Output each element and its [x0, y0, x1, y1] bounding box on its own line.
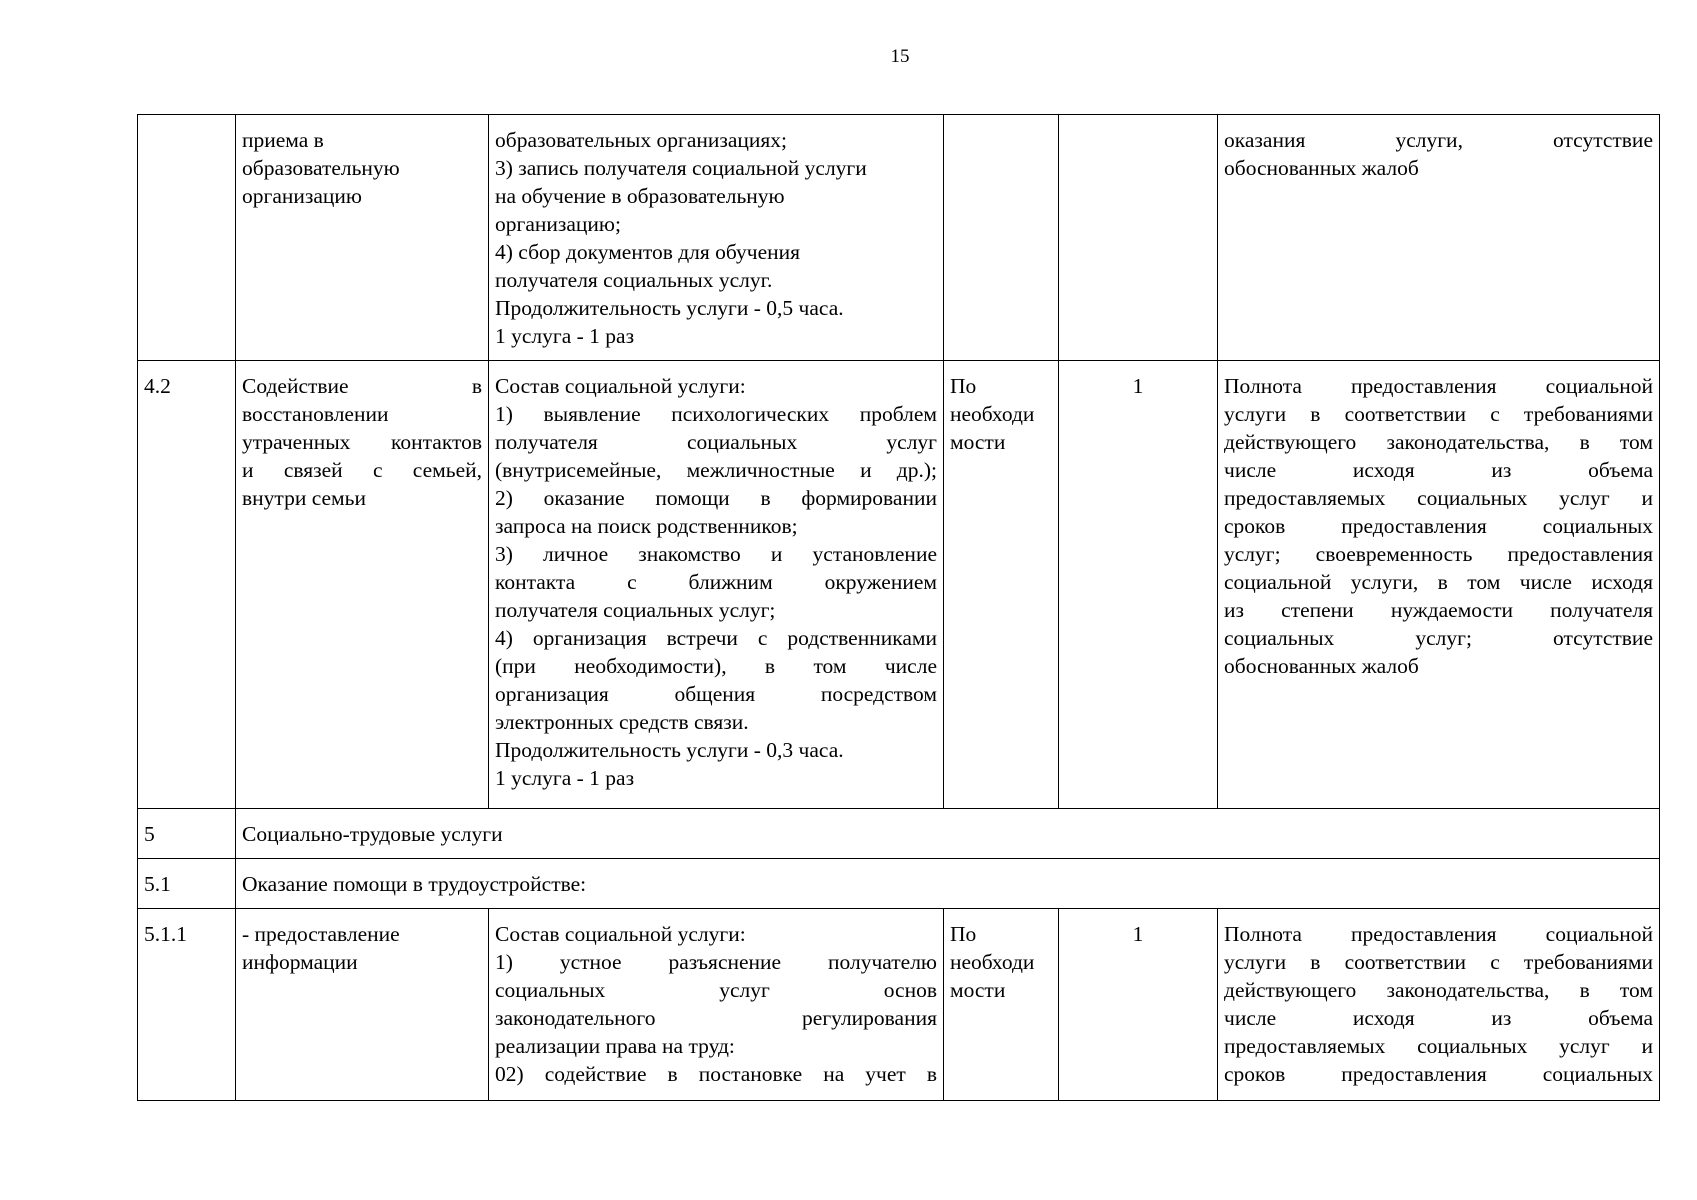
text-line: Состав социальной услуги: — [495, 922, 746, 946]
text-line: (при необходимости), в том числе — [495, 654, 937, 678]
table-row — [138, 909, 1660, 1101]
text-line: числе исходя из объема — [1224, 458, 1653, 482]
text-line: - предоставление — [242, 922, 400, 946]
text-line: социальной услуги, в том числе исходя — [1224, 570, 1653, 594]
text-line: 4) организация встречи с родственниками — [495, 626, 937, 650]
text-line: электронных средств связи. — [495, 710, 749, 734]
text-line: и связей с семьей, — [242, 458, 482, 482]
text-line: 3) личное знакомство и установление — [495, 542, 937, 566]
text-line: По — [950, 374, 977, 398]
text-line: 3) запись получателя социальной услуги — [495, 156, 867, 180]
units-cell: 1 — [1059, 909, 1218, 1101]
text-line: из степени нуждаемости получателя — [1224, 598, 1653, 622]
quality-cell — [1218, 115, 1660, 361]
text-line: предоставляемых социальных услуг и — [1224, 1034, 1653, 1058]
text-line: контакта с ближним окружением — [495, 570, 937, 594]
text-line: оказания услуги, отсутствие — [1224, 128, 1653, 152]
text-line: необходи — [950, 950, 1035, 974]
section-title-cell: Оказание помощи в трудоустройстве: — [236, 859, 1660, 909]
text-line: 1 услуга - 1 раз — [495, 324, 635, 348]
quality-cell — [1218, 361, 1660, 809]
text-line: 1) устное разъяснение получателю — [495, 950, 937, 974]
text-line: восстановлении — [242, 402, 389, 426]
table-row — [138, 361, 1660, 809]
text-line: организацию; — [495, 212, 621, 236]
text-line: запроса на поиск родственников; — [495, 514, 798, 538]
text-line: действующего законодательства, в том — [1224, 978, 1653, 1002]
row-number-cell: 5.1.1 — [138, 909, 236, 1101]
service-content-cell — [489, 115, 944, 361]
service-content-cell — [489, 909, 944, 1101]
text-line: обоснованных жалоб — [1224, 156, 1419, 180]
row-number-cell — [138, 115, 236, 361]
text-line: предоставляемых социальных услуг и — [1224, 486, 1653, 510]
row-number-cell: 4.2 — [138, 361, 236, 809]
text-line: реализации права на труд: — [495, 1034, 735, 1058]
text-line: социальных услуг основ — [495, 978, 937, 1002]
table-row — [138, 859, 1660, 909]
text-line: внутри семьи — [242, 486, 366, 510]
services-table — [137, 114, 1660, 1101]
text-line: Полнота предоставления социальной — [1224, 922, 1653, 946]
text-line: социальных услуг; отсутствие — [1224, 626, 1653, 650]
text-line: информации — [242, 950, 358, 974]
units-cell — [1059, 115, 1218, 361]
text-line: на обучение в образовательную — [495, 184, 785, 208]
period-cell — [944, 909, 1059, 1101]
text-line: числе исходя из объема — [1224, 1006, 1653, 1030]
text-line: обоснованных жалоб — [1224, 654, 1419, 678]
text-line: Состав социальной услуги: — [495, 374, 746, 398]
text-line: 4) сбор документов для обучения — [495, 240, 801, 264]
period-cell — [944, 115, 1059, 361]
text-line: образовательных организациях; — [495, 128, 788, 152]
text-line: Содействие в — [242, 374, 482, 398]
service-name-cell — [236, 361, 489, 809]
text-line: Продолжительность услуги - 0,5 часа. — [495, 296, 844, 320]
text-line: приема в — [242, 128, 324, 152]
text-line: законодательного регулирования — [495, 1006, 937, 1030]
text-line: получателя социальных услуг. — [495, 268, 773, 292]
text-line: Продолжительность услуги - 0,3 часа. — [495, 738, 844, 762]
row-number-cell: 5.1 — [138, 859, 236, 909]
row-number-cell: 5 — [138, 809, 236, 859]
text-line: услуги в соответствии с требованиями — [1224, 950, 1653, 974]
service-content-cell — [489, 361, 944, 809]
text-line: услуг; своевременность предоставления — [1224, 542, 1653, 566]
text-line: Полнота предоставления социальной — [1224, 374, 1653, 398]
text-line: мости — [950, 430, 1006, 454]
text-line: 2) оказание помощи в формировании — [495, 486, 937, 510]
text-line: 1 услуга - 1 раз — [495, 766, 635, 790]
page-number: 15 — [890, 46, 910, 67]
text-line: действующего законодательства, в том — [1224, 430, 1653, 454]
text-line: получателя социальных услуг; — [495, 598, 776, 622]
text-line: получателя социальных услуг — [495, 430, 937, 454]
text-line: услуги в соответствии с требованиями — [1224, 402, 1653, 426]
text-line: образовательную — [242, 156, 400, 180]
service-name-cell — [236, 909, 489, 1101]
period-cell — [944, 361, 1059, 809]
text-line: утраченных контактов — [242, 430, 482, 454]
text-line: организацию — [242, 184, 362, 208]
section-title-cell: Социально-трудовые услуги — [236, 809, 1660, 859]
table-row — [138, 809, 1660, 859]
text-line: 1) выявление психологических проблем — [495, 402, 937, 426]
text-line: сроков предоставления социальных — [1224, 1062, 1653, 1086]
text-line: организация общения посредством — [495, 682, 937, 706]
text-line: 02) содействие в постановке на учет в — [495, 1062, 937, 1086]
text-line: (внутрисемейные, межличностные и др.); — [495, 458, 937, 482]
text-line: мости — [950, 978, 1006, 1002]
text-line: необходи — [950, 402, 1035, 426]
text-line: сроков предоставления социальных — [1224, 514, 1653, 538]
text-line: По — [950, 922, 977, 946]
service-name-cell — [236, 115, 489, 361]
units-cell: 1 — [1059, 361, 1218, 809]
table-row — [138, 115, 1660, 361]
quality-cell — [1218, 909, 1660, 1101]
